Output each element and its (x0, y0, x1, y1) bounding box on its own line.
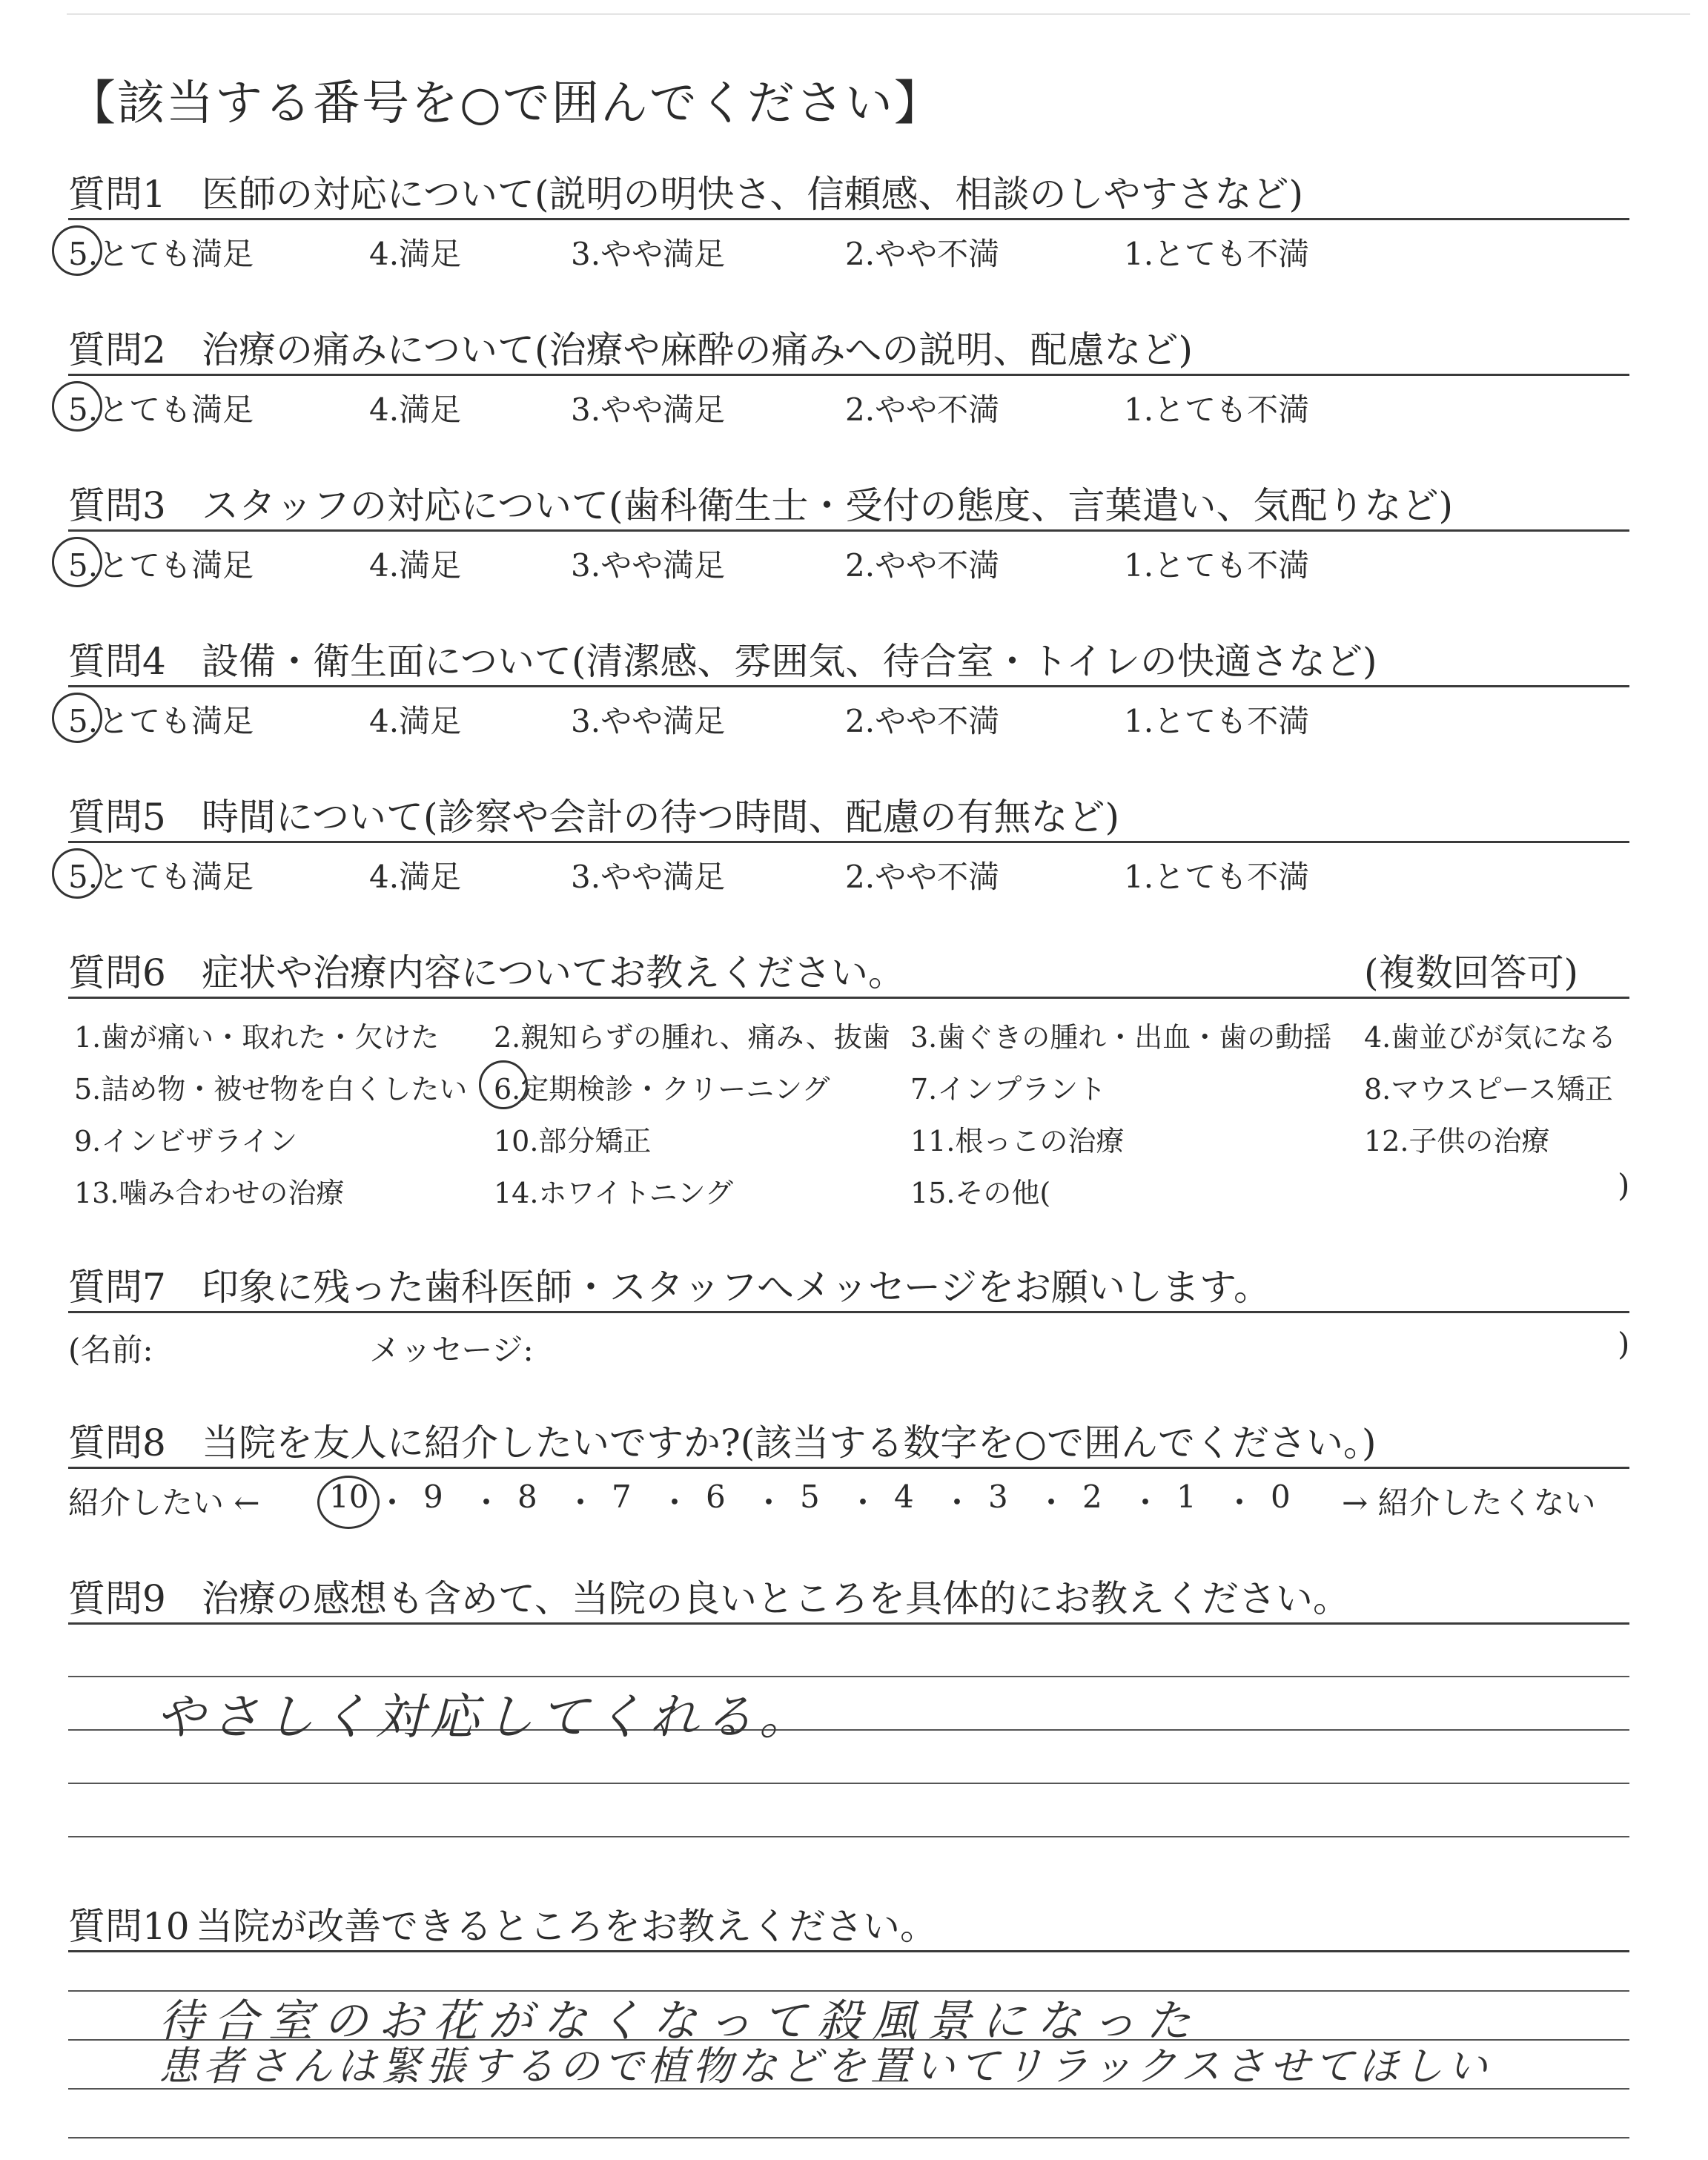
recommend-score[interactable]: 4 (894, 1479, 914, 1515)
message-close-paren: ) (1618, 1326, 1630, 1362)
question-rule (68, 841, 1629, 843)
question-rule (68, 1311, 1629, 1313)
question-number: 質問4 (68, 640, 166, 683)
score-separator-dot: ・ (847, 1484, 879, 1521)
symptom-option[interactable]: 4.歯並びが気になる (1364, 1021, 1617, 1054)
score-separator-dot: ・ (377, 1484, 408, 1521)
question-number: 質問6 (68, 951, 166, 994)
question-3-heading (68, 476, 1453, 529)
question-10-heading (68, 1897, 937, 1950)
score-separator-dot: ・ (1130, 1484, 1162, 1521)
rating-option[interactable]: 5.とても満足 (68, 236, 254, 272)
score-separator-dot: ・ (1036, 1484, 1068, 1521)
answer-line (68, 1783, 1629, 1784)
recommend-score[interactable]: 1 (1176, 1479, 1196, 1515)
question-rule (68, 218, 1629, 220)
symptom-option[interactable]: 14.ホワイトニング (494, 1177, 734, 1209)
question-9-heading (68, 1569, 1350, 1622)
question-number: 質問10 (68, 1905, 190, 1948)
question-number: 質問9 (68, 1577, 166, 1620)
recommend-score[interactable]: 9 (423, 1479, 443, 1515)
symptom-option[interactable]: 13.噛み合わせの治療 (74, 1177, 345, 1209)
question-4-heading (68, 632, 1377, 685)
question-rule (68, 529, 1629, 532)
question-6-heading (68, 943, 905, 997)
rating-option[interactable]: 2.やや不満 (845, 236, 1000, 272)
recommend-score[interactable]: 0 (1271, 1479, 1291, 1515)
symptom-option[interactable]: 10.部分矯正 (494, 1125, 652, 1157)
answer-circle-mark (52, 537, 102, 587)
rating-option[interactable]: 2.やや不満 (845, 392, 1000, 428)
question-rule (68, 1467, 1629, 1469)
question-number: 質問8 (68, 1421, 166, 1464)
recommend-score[interactable]: 8 (517, 1479, 537, 1515)
symptom-option[interactable]: 8.マウスピース矯正 (1364, 1073, 1613, 1106)
question-text: 症状や治療内容についてお教えください。 (202, 951, 905, 994)
symptom-option[interactable]: 12.子供の治療 (1364, 1125, 1550, 1157)
question-text: 医師の対応について(説明の明快さ、信頼感、相談のしやすさなど) (202, 173, 1304, 216)
rating-option[interactable]: 3.やや満足 (571, 859, 726, 895)
question-7-heading (68, 1258, 1271, 1311)
score-separator-dot: ・ (1224, 1484, 1256, 1521)
question-rule (68, 997, 1629, 999)
question-text: 治療の感想も含めて、当院の良いところを具体的にお教えください。 (202, 1577, 1350, 1620)
symptom-option[interactable]: 11.根っこの治療 (910, 1125, 1125, 1157)
question-rule (68, 1950, 1629, 1952)
answer-circle-mark (52, 225, 102, 276)
symptom-option[interactable]: 9.インビザライン (74, 1125, 298, 1157)
recommend-score[interactable]: 3 (988, 1479, 1008, 1515)
page-title: 【該当する番号を○で囲んでください】 (68, 76, 943, 131)
recommend-score[interactable]: 10 (329, 1479, 369, 1515)
score-separator-dot: ・ (753, 1484, 785, 1521)
answer-circle-mark (317, 1476, 380, 1529)
recommend-right-label: → 紹介したくない (1342, 1484, 1596, 1521)
rating-option[interactable]: 3.やや満足 (571, 392, 726, 428)
score-separator-dot: ・ (565, 1484, 597, 1521)
question-text: スタッフの対応について(歯科衛生士・受付の態度、言葉遣い、気配りなど) (202, 484, 1454, 527)
symptom-option[interactable]: 15.その他( (910, 1177, 1051, 1209)
rating-option[interactable]: 3.やや満足 (571, 547, 726, 584)
rating-option[interactable]: 4.満足 (369, 859, 462, 895)
handwritten-answer: やさしく対応してくれる。 (156, 1688, 814, 1745)
symptom-option[interactable]: 1.歯が痛い・取れた・欠けた (74, 1021, 440, 1054)
rating-option[interactable]: 5.とても満足 (68, 547, 254, 584)
question-text: 時間について(診察や会計の待つ時間、配慮の有無など) (202, 796, 1120, 839)
rating-option[interactable]: 1.とても不満 (1124, 547, 1310, 584)
rating-option[interactable]: 4.満足 (369, 392, 462, 428)
multiple-answers-note: (複数回答可) (1364, 951, 1579, 994)
score-separator-dot: ・ (471, 1484, 503, 1521)
question-rule (68, 1622, 1629, 1625)
question-number: 質問7 (68, 1266, 166, 1309)
question-1-heading (68, 165, 1303, 218)
rating-option[interactable]: 1.とても不満 (1124, 859, 1310, 895)
recommend-score[interactable]: 2 (1082, 1479, 1102, 1515)
answer-line (68, 1836, 1629, 1837)
rating-option[interactable]: 5.とても満足 (68, 703, 254, 739)
question-number: 質問2 (68, 328, 166, 371)
symptom-option[interactable]: 2.親知らずの腫れ、痛み、抜歯 (494, 1021, 890, 1054)
answer-circle-mark (479, 1060, 528, 1109)
scan-edge-line (67, 13, 1690, 15)
question-5-heading (68, 787, 1119, 841)
rating-option[interactable]: 3.やや満足 (571, 703, 726, 739)
recommend-left-label: 紹介したい ← (68, 1484, 260, 1521)
handwritten-answer: 待合室のお花がなくなって殺風景になった (159, 1995, 1201, 2047)
rating-option[interactable]: 3.やや満足 (571, 236, 726, 272)
rating-option[interactable]: 2.やや不満 (845, 547, 1000, 584)
recommend-score[interactable]: 5 (800, 1479, 820, 1515)
handwritten-answer: 患者さんは緊張するので植物などを置いてリラックスさせてほしい (159, 2043, 1492, 2090)
question-text: 当院が改善できるところをお教えください。 (196, 1905, 937, 1948)
rating-option[interactable]: 1.とても不満 (1124, 392, 1310, 428)
question-8-heading (68, 1413, 1376, 1467)
rating-option[interactable]: 4.満足 (369, 547, 462, 584)
symptom-option[interactable]: 5.詰め物・被せ物を白くしたい (74, 1073, 468, 1106)
rating-option[interactable]: 4.満足 (369, 703, 462, 739)
rating-option[interactable]: 2.やや不満 (845, 859, 1000, 895)
question-text: 治療の痛みについて(治療や麻酔の痛みへの説明、配慮など) (202, 328, 1194, 371)
question-rule (68, 685, 1629, 687)
rating-option[interactable]: 1.とても不満 (1124, 703, 1310, 739)
question-number: 質問1 (68, 173, 166, 216)
rating-option[interactable]: 4.満足 (369, 236, 462, 272)
symptom-option[interactable]: 7.インプラント (910, 1073, 1107, 1106)
question-text: 設備・衛生面について(清潔感、雰囲気、待合室・トイレの快適さなど) (202, 640, 1377, 683)
question-text: 当院を友人に紹介したいですか?(該当する数字を○で囲んでください。) (202, 1421, 1377, 1464)
answer-line (68, 2137, 1629, 2138)
symptom-option[interactable]: 6.定期検診・クリーニング (494, 1073, 830, 1106)
answer-circle-mark (52, 848, 102, 899)
name-label: (名前: (68, 1332, 153, 1368)
rating-option[interactable]: 5.とても満足 (68, 859, 254, 895)
answer-circle-mark (52, 381, 102, 432)
other-close-paren: ) (1618, 1167, 1630, 1203)
symptom-option[interactable]: 3.歯ぐきの腫れ・出血・歯の動揺 (910, 1021, 1332, 1054)
score-separator-dot: ・ (941, 1484, 973, 1521)
question-number: 質問3 (68, 484, 166, 527)
question-number: 質問5 (68, 796, 166, 839)
question-rule (68, 374, 1629, 376)
answer-circle-mark (52, 693, 102, 743)
rating-option[interactable]: 2.やや不満 (845, 703, 1000, 739)
rating-option[interactable]: 5.とても満足 (68, 392, 254, 428)
question-2-heading (68, 320, 1193, 374)
question-text: 印象に残った歯科医師・スタッフへメッセージをお願いします。 (202, 1266, 1271, 1309)
recommend-score[interactable]: 7 (612, 1479, 632, 1515)
score-separator-dot: ・ (659, 1484, 691, 1521)
message-label: メッセージ: (369, 1332, 534, 1368)
recommend-score[interactable]: 6 (706, 1479, 726, 1515)
rating-option[interactable]: 1.とても不満 (1124, 236, 1310, 272)
